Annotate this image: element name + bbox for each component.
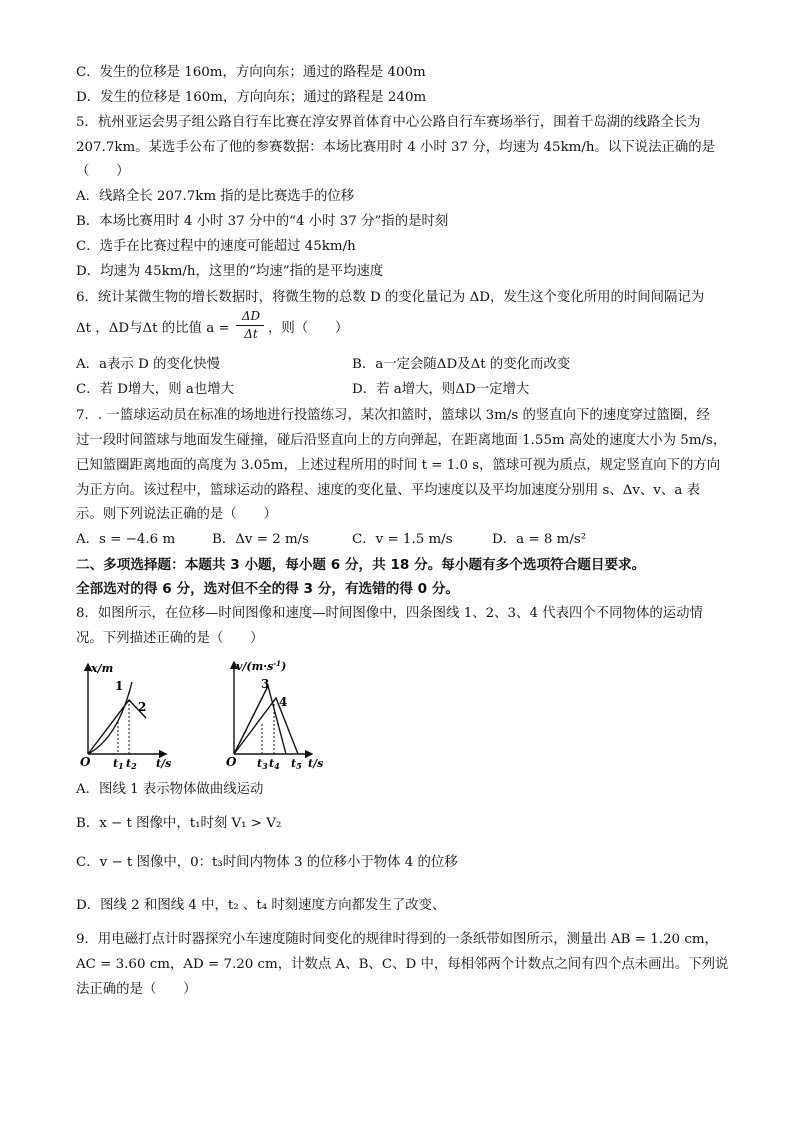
option-c: C．选手在比赛过程中的速度可能超过 45km/h (76, 239, 356, 254)
q4-option-d: D．发生的位移是 160m，方向向东；通过的路程是 240m (76, 90, 427, 105)
y-axis-label: x/m (91, 662, 114, 675)
question-text: 9．用电磁打点计时器探究小车速度随时间变化的规律时得到的一条纸带如图所示，测量出 AB = 1.20 cm， (76, 932, 718, 947)
y-axis-label: $v/(m\cdot s^{-1})$ (236, 659, 287, 673)
fraction-bar (236, 325, 264, 326)
q5-option-c-prev: C．发生的位移是 160m，方向向东；通过的路程是 400m (76, 65, 426, 80)
question-text: 207.7km。某选手公布了他的参赛数据：本场比赛用时 4 小时 37 分，均速为 45km/h。以下说法正确的是 (76, 140, 716, 155)
tick-t1: t1 (113, 757, 124, 770)
tick-t2: t2 (126, 757, 137, 770)
label-1: 1 (115, 679, 124, 693)
question-text: ，则（ ） (268, 321, 349, 336)
section-heading-line: 二、多项选择题：本题共 3 小题，每小题 6 分，共 18 分。每小题有多个选项符合题目要求。 (76, 557, 646, 573)
question-text: （ ） (76, 164, 130, 179)
option-d: D．图线 2 和图线 4 中，t₂ 、t₄ 时刻速度方向都发生了改变、 (76, 898, 446, 913)
x-axis-label: t/s (156, 757, 172, 770)
option-c: C．v − t 图像中，0：t₃时间内物体 3 的位移小于物体 4 的位移 (76, 855, 458, 870)
label-4: 4 (279, 695, 288, 709)
option-c: C．v = 1.5 m/s (352, 532, 453, 547)
question-text: 示。则下列说法正确的是（ ） (76, 507, 277, 522)
option-d: D．a = 8 m/s² (492, 532, 587, 547)
tick-t3: t3 (257, 757, 268, 770)
option-a: A．图线 1 表示物体做曲线运动 (76, 782, 264, 797)
vt-graph (222, 656, 330, 770)
xt-graph (74, 658, 202, 770)
question-text: 为正方向。该过程中，篮球运动的路程、速度的变化量、平均速度以及平均加速度分别用 s、Δv、v、a 表 (76, 483, 700, 498)
line-1-curve (88, 682, 132, 754)
option-d: D．若 a增大，则ΔD一定增大 (352, 382, 530, 397)
fraction-denominator: Δt (244, 327, 258, 341)
line-4 (234, 698, 298, 754)
section-heading-line: 全部选对的得 6 分，选对但不全的得 3 分，有选错的得 0 分。 (76, 581, 460, 597)
question-text: 过一段时间篮球与地面发生碰撞，碰后沿竖直向上的方向弹起，在距离地面 1.55m 高处的速度大小为 5m/s， (76, 433, 727, 448)
question-text: 法正确的是（ ） (76, 982, 197, 997)
fraction-numerator: ΔD (241, 309, 261, 323)
question-text: 6．统计某微生物的增长数据时，将微生物的总数 D 的变化量记为 ΔD，发生这个变化所用的时间间隔记为 (76, 290, 705, 305)
option-b: B．本场比赛用时 4 小时 37 分中的“4 小时 37 分”指的是时刻 (76, 214, 449, 229)
question-text: 况。下列描述正确的是（ ） (76, 631, 264, 646)
question-text: 8．如图所示，在位移—时间图像和速度—时间图像中，四条图线 1、2、3、4 代表四个不同物体的运动情 (76, 606, 703, 621)
option-b: B．Δv = 2 m/s (212, 532, 310, 547)
option-a: A．s = −4.6 m (76, 532, 176, 547)
option-a: A．线路全长 207.7km 指的是比赛选手的位移 (76, 189, 355, 204)
tick-t5: t5 (291, 757, 302, 770)
label-3: 3 (261, 677, 270, 691)
option-b: B．x − t 图像中，t₁时刻 V₁ > V₂ (76, 816, 282, 831)
option-c: C．若 D增大，则 a也增大 (76, 382, 234, 397)
option-a: A．a表示 D 的变化快慢 (76, 357, 221, 372)
question-text: 已知篮圈距离地面的高度为 3.05m，上述过程所用的时间 t = 1.0 s，篮球可视为质点，规定竖直向下的方向 (76, 458, 721, 473)
option-d: D．均速为 45km/h，这里的“均速”指的是平均速度 (76, 264, 384, 279)
origin-label: O (80, 755, 91, 769)
label-2: 2 (138, 700, 147, 714)
question-text: AC = 3.60 cm，AD = 7.20 cm，计数点 A、B、C、D 中，每相邻两个计数点之间有四个点未画出。下列说 (76, 957, 729, 972)
tick-t4: t4 (269, 757, 280, 770)
origin-label: O (226, 755, 237, 769)
x-axis-label: t/s (308, 757, 324, 770)
question-text: Δt ，ΔD与Δt 的比值 a = (76, 321, 230, 336)
question-text: 7．. 一篮球运动员在标准的场地进行投篮练习，某次扣篮时，篮球以 3m/s 的竖直向下的速度穿过篮圈，经 (76, 408, 710, 423)
option-b: B．a一定会随ΔD及Δt 的变化而改变 (352, 357, 571, 372)
question-text: 5．杭州亚运会男子组公路自行车比赛在淳安界首体育中心公路自行车赛场举行，围着千岛湖的线路全长为 (76, 115, 701, 130)
